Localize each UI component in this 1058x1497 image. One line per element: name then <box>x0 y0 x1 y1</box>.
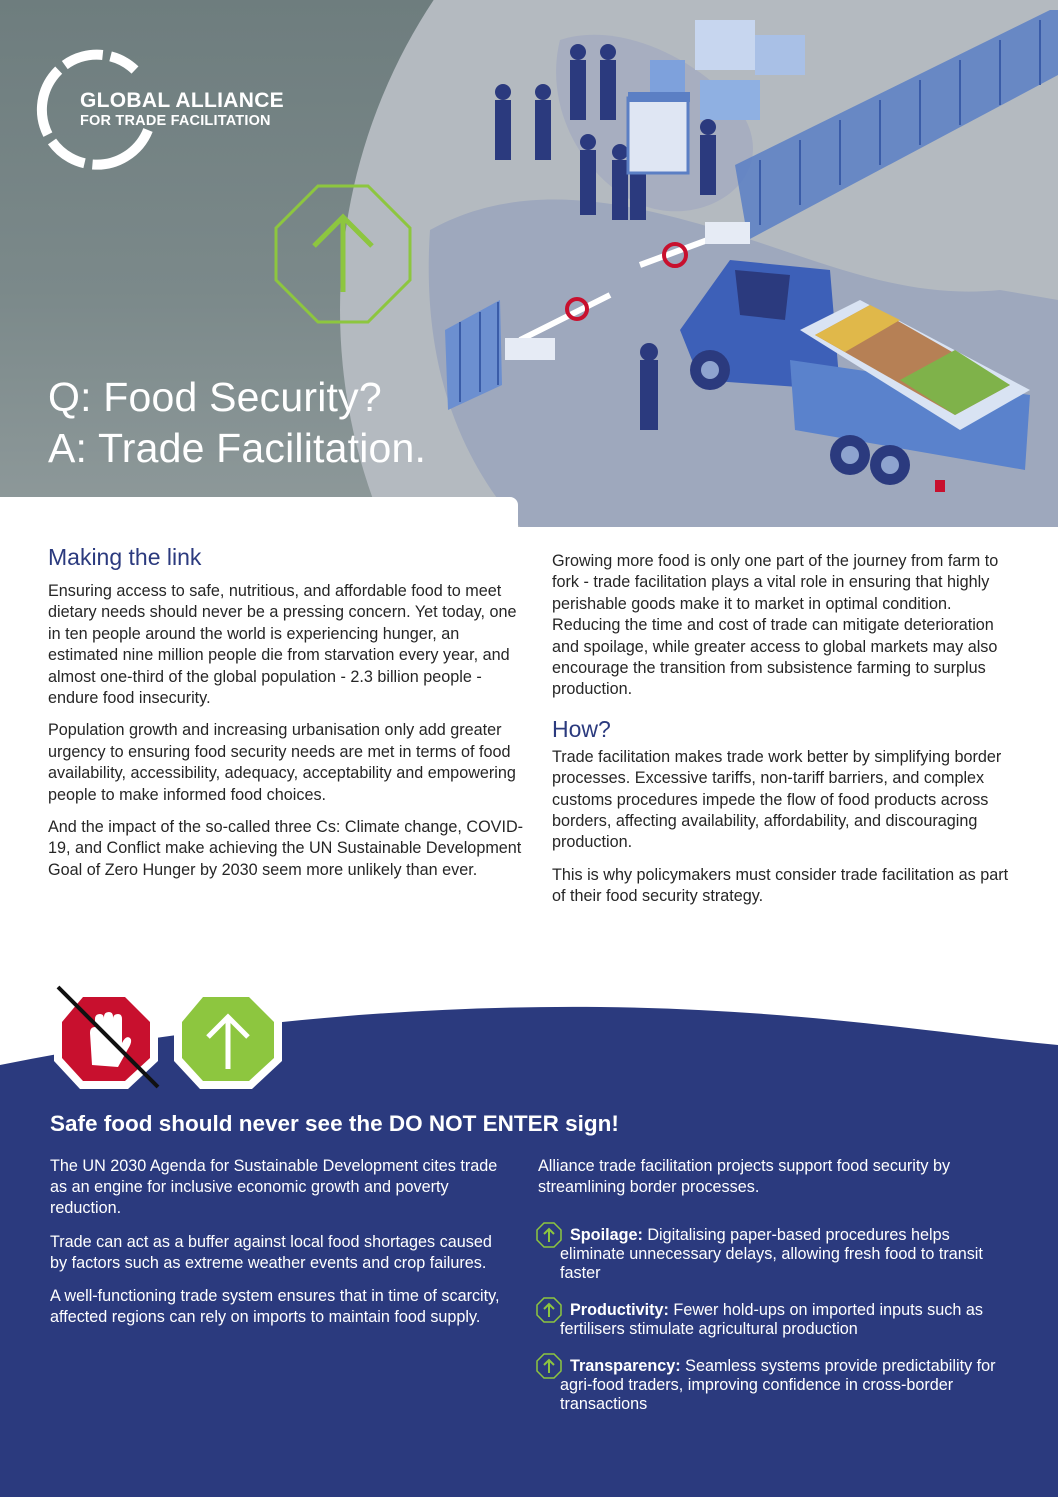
bullet-spoilage <box>538 1226 1008 1283</box>
green-go-arrow-icon <box>174 989 282 1089</box>
title-question: Q: Food Security? <box>48 374 382 420</box>
left-column <box>48 543 526 892</box>
content-tab <box>0 497 518 537</box>
how-heading: How? <box>552 715 611 742</box>
blue-left-column <box>50 1156 512 1340</box>
bullet-text: Fewer hold-ups on imported inputs such as fertilisers stimulate agricultural production <box>560 1301 983 1339</box>
right-paragraph-3: This is why policymakers must consider trade facilitation as part of their food security strategy. <box>552 865 1009 906</box>
blue-right-intro: Alliance trade facilitation projects support food security by streamlining border processes. <box>538 1157 951 1197</box>
green-up-arrow-icon <box>536 1222 562 1248</box>
blue-left-paragraph-1: The UN 2030 Agenda for Sustainable Development cites trade as an engine for inclusive economic growth and poverty reduction. <box>50 1157 498 1218</box>
blue-left-paragraph-3: A well-functioning trade system ensures that in time of scarcity, affected regions can rely on imports to maintain food supply. <box>50 1287 500 1327</box>
signs-group <box>50 983 290 1093</box>
customs-booth <box>628 92 690 173</box>
right-paragraph-1: Growing more food is only one part of the journey from farm to fork - trade facilitation plays a vital role in ensuring that highly perishable goods make it to market in optimal condition. Reducing the time and cost of trade can mitigate deterioration and spoilage, while greater access to global markets may also encourage the transition from subsistence farming to surplus production. <box>552 552 999 699</box>
left-paragraph-2: Population growth and increasing urbanisation only add greater urgency to ensuring food security needs are met in terms of food availability, accessibility, adequacy, acceptability and empowering people to make informed food choices. <box>48 721 516 804</box>
blue-left-paragraph-2: Trade can act as a buffer against local food shortages caused by factors such as extreme weather events and crop failures. <box>50 1232 492 1272</box>
right-column <box>552 551 1018 919</box>
blue-section-title: Safe food should never see the DO NOT ENTER sign! <box>50 1111 619 1136</box>
logo-line-1: GLOBAL ALLIANCE <box>80 89 284 112</box>
bullet-productivity <box>538 1301 1008 1339</box>
alliance-logo <box>80 90 284 130</box>
left-paragraph-1: Ensuring access to safe, nutritious, and affordable food to meet dietary needs should never be a pressing concern. Yet today, one in ten people around the world is experiencing hunger, an estimated nine million people die from starvation every year, and almost one-third of the global population - 2.3 billion people - endure food insecurity. <box>48 582 517 708</box>
stop-hand-icon <box>54 987 158 1089</box>
bullet-heading: Transparency: <box>570 1357 681 1376</box>
page-title <box>48 372 426 474</box>
hero-banner <box>0 0 1058 527</box>
blue-right-column <box>538 1156 1008 1432</box>
bullet-text: Seamless systems provide predictability for agri-food traders, improving confidence in cross-border transactions <box>560 1357 996 1414</box>
right-paragraph-2: Trade facilitation makes trade work better by simplifying border processes. Excessive tariffs, non-tariff barriers, and complex customs procedures impede the flow of food products across borders, affecting availability, affordability, and discouraging production. <box>552 747 1002 852</box>
left-paragraph-3: And the impact of the so-called three Cs: Climate change, COVID-19, and Conflict make achieving the UN Sustainable Development Goal of Zero Hunger by 2030 seem more unlikely than ever. <box>48 818 524 879</box>
bullet-text: Digitalising paper-based procedures helps eliminate unnecessary delays, allowing fresh food to transit faster <box>560 1226 983 1283</box>
green-up-arrow-icon <box>536 1297 562 1323</box>
title-answer: A: Trade Facilitation. <box>48 425 427 471</box>
bullet-heading: Spoilage: <box>570 1226 643 1245</box>
green-up-arrow-icon <box>536 1353 562 1379</box>
making-the-link-heading: Making the link <box>48 544 202 570</box>
bullet-transparency <box>538 1357 1008 1414</box>
logo-line-2: FOR TRADE FACILITATION <box>80 113 271 129</box>
bullet-heading: Productivity: <box>570 1301 669 1320</box>
